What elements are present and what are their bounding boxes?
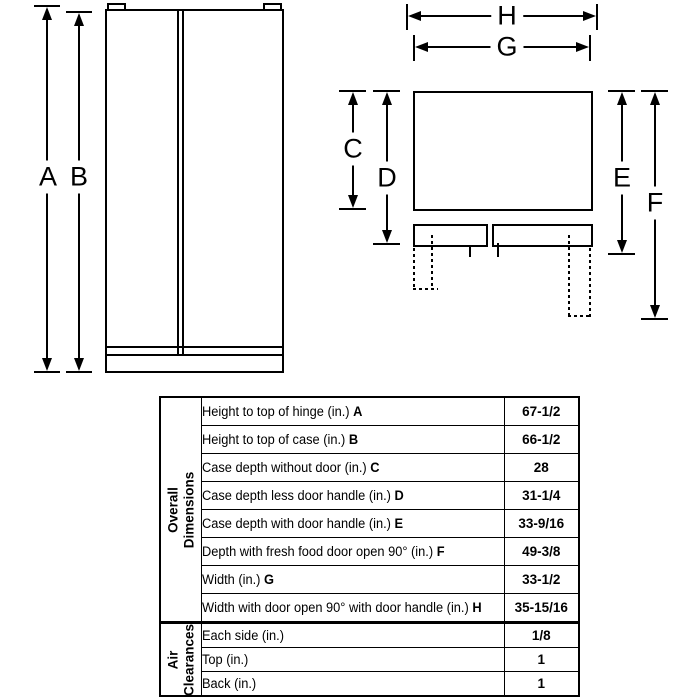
table-row [160, 623, 579, 648]
row-value: 1/8 [504, 623, 579, 648]
table-row [160, 482, 579, 510]
row-letter: D [394, 488, 404, 503]
table-row [160, 397, 579, 426]
case-top-outline [413, 91, 593, 211]
row-label: Back (in.) [201, 676, 256, 691]
row-value: 33-1/2 [504, 566, 579, 594]
row-label: Case depth less door handle (in.) [201, 488, 391, 503]
row-letter: F [436, 544, 445, 559]
arrowhead-left-icon [408, 11, 421, 21]
table-row [160, 426, 579, 454]
dim-label-f: F [641, 187, 670, 220]
table-row [160, 594, 579, 623]
dim-d-bottom-tick [373, 243, 400, 245]
dim-a-bottom-tick [34, 371, 60, 373]
row-value: 33-9/16 [504, 510, 579, 538]
arrowhead-left-icon [415, 42, 428, 52]
arrowhead-down-icon [74, 358, 84, 371]
right-door-handle-tick [497, 243, 499, 257]
dim-f-bottom-tick [641, 318, 668, 320]
row-value: 28 [504, 454, 579, 482]
right-handle-dashed-line [589, 248, 591, 317]
row-value: 66-1/2 [504, 426, 579, 454]
row-value: 1 [504, 672, 579, 697]
dim-b-bottom-tick [66, 371, 92, 373]
dim-label-g: G [490, 31, 523, 64]
arrowhead-down-icon [650, 305, 660, 318]
section-title: Air Clearances [165, 623, 196, 696]
table-row [160, 510, 579, 538]
dim-e-bottom-tick [608, 253, 635, 255]
row-letter: B [348, 432, 358, 447]
row-letter: H [471, 600, 482, 615]
dim-label-e: E [607, 162, 637, 195]
row-label: Each side (in.) [201, 628, 284, 643]
row-label: Depth with fresh food door open 90° (in.) [201, 544, 433, 559]
row-value: 49-3/8 [504, 538, 579, 566]
row-label: Height to top of hinge (in.) [201, 404, 350, 419]
row-label: Width (in.) [201, 572, 260, 587]
arrowhead-down-icon [348, 195, 358, 208]
row-letter: G [263, 572, 274, 587]
left-handle-dashed-line [413, 248, 415, 290]
row-value: 1 [504, 648, 579, 672]
arrowhead-down-icon [617, 240, 627, 253]
dimensions-table [159, 396, 580, 697]
right-handle-dashed-bottom [568, 315, 592, 317]
row-letter: C [369, 460, 380, 475]
arrowhead-right-icon [583, 11, 596, 21]
table-row [160, 648, 579, 672]
row-value: 67-1/2 [504, 397, 579, 426]
row-label: Top (in.) [201, 652, 248, 667]
arrowhead-down-icon [42, 358, 52, 371]
door-divider-line [182, 9, 184, 355]
door-divider-line [177, 9, 179, 355]
dim-h-right-tick [596, 4, 598, 30]
dim-label-d: D [371, 162, 403, 195]
left-door-handle-tick [469, 246, 471, 257]
row-label: Case depth with door handle (in.) [201, 516, 391, 531]
left-door-outline [413, 224, 488, 247]
row-value: 35-15/16 [504, 594, 579, 623]
row-label: Case depth without door (in.) [201, 460, 367, 475]
section-header-air-clearances [160, 623, 201, 697]
left-handle-dashed-line [431, 235, 433, 290]
arrowhead-down-icon [382, 230, 392, 243]
right-door-outline [492, 224, 593, 247]
arrowhead-right-icon [576, 42, 589, 52]
table-row [160, 538, 579, 566]
right-handle-dashed-line [568, 235, 570, 317]
row-letter: E [394, 516, 403, 531]
dim-label-a: A [33, 161, 63, 194]
kickplate-line [105, 354, 284, 356]
dim-c-bottom-tick [339, 208, 366, 210]
fridge-case [105, 9, 284, 373]
dim-label-h: H [491, 0, 523, 33]
section-header-overall-dimensions [160, 397, 201, 623]
door-bottom-line [107, 346, 282, 348]
table-row [160, 454, 579, 482]
table-row [160, 566, 579, 594]
row-label: Height to top of case (in.) [201, 432, 345, 447]
left-handle-dashed-bottom [413, 288, 438, 290]
table-row [160, 672, 579, 697]
dim-g-right-tick [589, 35, 591, 61]
row-label: Width with door open 90° with door handle (in.) [201, 600, 469, 615]
row-value: 31-1/4 [504, 482, 579, 510]
dim-label-b: B [64, 161, 94, 194]
hinge-right [263, 3, 282, 11]
hinge-left [107, 3, 126, 11]
section-title: Overall Dimensions [165, 471, 196, 548]
dim-label-c: C [337, 133, 369, 166]
row-letter: A [352, 404, 362, 419]
